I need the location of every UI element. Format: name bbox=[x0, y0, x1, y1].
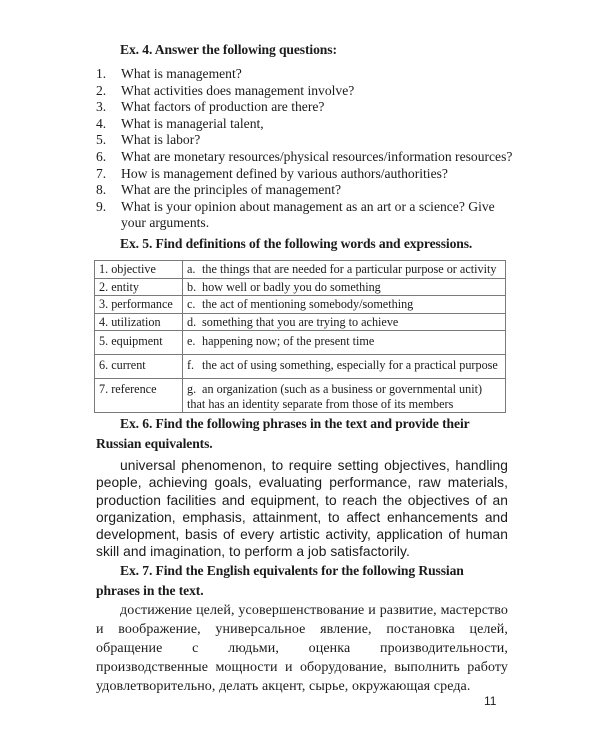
question-number: 9. bbox=[96, 198, 107, 214]
question-number: 6. bbox=[96, 148, 107, 164]
word-cell: 4. utilization bbox=[95, 313, 183, 331]
word-cell: 1. objective bbox=[95, 261, 183, 279]
question-text: What is managerial talent, bbox=[121, 115, 264, 131]
question-item bbox=[96, 132, 516, 149]
ex7-russian-phrases-text: достижение целей, усовершенствование и развитие, мастерство и воображение, универсальное явление, постановка целей, обращение с людьми, оценка производительности, производственные мощности и оборудование, выполнить работу удовлетворительно, делать акцент, сырье, окружающая среда. bbox=[96, 603, 508, 694]
question-item bbox=[96, 199, 516, 232]
question-item bbox=[96, 83, 516, 100]
definition-letter: g. bbox=[187, 382, 197, 396]
question-text: How is management defined by various authors/authorities? bbox=[121, 165, 448, 181]
ex5-definitions-table bbox=[94, 260, 506, 413]
question-item bbox=[96, 116, 516, 133]
definition-cell bbox=[183, 278, 506, 296]
definition-text: the act of mentioning somebody/something bbox=[202, 297, 414, 311]
definition-letter: e. bbox=[187, 334, 196, 348]
ex6-phrases-text: universal phenomenon, to require setting objectives, handling people, achieving goals, evaluating performance, raw materials, production facilities and equipment, to reach the objectives of an organization, emphasis, attainment, to affect enhancements and development, basis of every artistic activity, application of human skill and imagination, to perform a job satisfactorily. bbox=[96, 458, 508, 560]
question-text: What is management? bbox=[121, 66, 242, 81]
table-row bbox=[95, 278, 506, 296]
question-text: What are monetary resources/physical resources/information resources? bbox=[121, 148, 513, 164]
table-row bbox=[95, 313, 506, 331]
definition-text: happening now; of the present time bbox=[202, 334, 375, 348]
question-text: What is your opinion about management as an art or a science? Give your arguments. bbox=[121, 198, 495, 231]
word-cell: 5. equipment bbox=[95, 331, 183, 355]
table-row bbox=[95, 331, 506, 355]
page-number: 11 bbox=[484, 694, 497, 708]
question-number: 7. bbox=[96, 165, 107, 181]
definition-cell bbox=[183, 379, 506, 413]
definition-text: something that you are trying to achieve bbox=[202, 314, 399, 329]
question-item bbox=[96, 99, 516, 116]
definition-letter: f. bbox=[187, 358, 195, 372]
question-item bbox=[96, 66, 516, 83]
definition-cell bbox=[183, 313, 506, 331]
table-row bbox=[95, 261, 506, 279]
definition-cell bbox=[183, 296, 506, 314]
word-cell: 3. performance bbox=[95, 296, 183, 314]
ex4-heading: Ex. 4. Answer the following questions: bbox=[120, 42, 337, 57]
definition-cell bbox=[183, 331, 506, 355]
question-item bbox=[96, 182, 516, 199]
table-row bbox=[95, 379, 506, 413]
question-number: 8. bbox=[96, 182, 107, 198]
word-cell: 2. entity bbox=[95, 278, 183, 296]
ex7-heading: Ex. 7. Find the English equivalents for the following Russian phrases in the text. bbox=[96, 563, 464, 598]
definition-letter: b. bbox=[187, 279, 197, 294]
definition-text: how well or badly you do something bbox=[202, 279, 381, 294]
question-item bbox=[96, 166, 516, 183]
question-number: 4. bbox=[96, 115, 107, 131]
question-number: 2. bbox=[96, 82, 107, 98]
question-number: 1. bbox=[96, 66, 107, 81]
table-row bbox=[95, 296, 506, 314]
question-text: What is labor? bbox=[121, 132, 201, 148]
definition-cell bbox=[183, 355, 506, 379]
definition-cell bbox=[183, 261, 506, 279]
question-number: 3. bbox=[96, 99, 107, 115]
question-text: What factors of production are there? bbox=[121, 99, 325, 115]
word-cell: 6. current bbox=[95, 355, 183, 379]
ex4-question-list bbox=[96, 66, 516, 232]
question-text: What activities does management involve? bbox=[121, 82, 355, 98]
question-text: What are the principles of management? bbox=[121, 182, 342, 198]
definition-text: the act of using something, especially for a practical purpose bbox=[202, 358, 498, 372]
table-row bbox=[95, 355, 506, 379]
ex6-heading: Ex. 6. Find the following phrases in the text and provide their Russian equivalents. bbox=[96, 416, 470, 451]
definition-letter: d. bbox=[187, 314, 197, 329]
definition-letter: a. bbox=[187, 262, 196, 276]
definition-letter: c. bbox=[187, 297, 196, 311]
question-number: 5. bbox=[96, 132, 107, 148]
definition-text: the things that are needed for a particular purpose or activity bbox=[202, 262, 497, 276]
definition-text: an organization (such as a business or governmental unit) that has an identity separate from those of its members bbox=[187, 382, 483, 411]
word-cell: 7. reference bbox=[95, 379, 183, 413]
ex5-heading: Ex. 5. Find definitions of the following words and expressions. bbox=[120, 236, 473, 251]
question-item bbox=[96, 149, 516, 166]
